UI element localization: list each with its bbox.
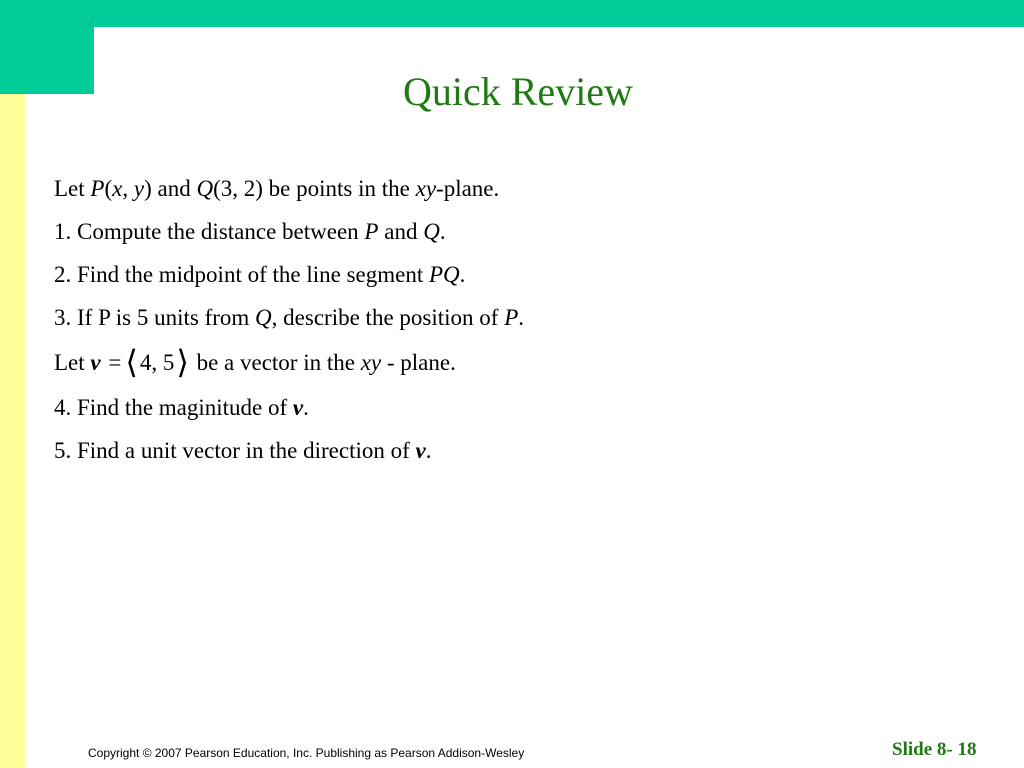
vector-v: v xyxy=(90,350,101,375)
text-be-points: be points in the xyxy=(268,176,410,201)
slide-title: Quick Review xyxy=(403,69,633,114)
paren-open: ( xyxy=(104,176,113,201)
text-be-vector: be a vector in the xyxy=(196,350,355,375)
paren-close: ) xyxy=(144,176,152,201)
var-xy: xy xyxy=(415,176,437,201)
period: . xyxy=(518,305,524,330)
var-p: P xyxy=(504,305,519,330)
text-plane: -plane. xyxy=(436,176,500,201)
question-5 xyxy=(54,437,432,465)
var-q: Q xyxy=(196,176,214,201)
text-plane: - plane. xyxy=(386,350,456,375)
left-angle-bracket: ⟨ xyxy=(125,344,138,380)
question-3-mid: , describe the position of xyxy=(271,305,499,330)
var-pq: PQ xyxy=(429,262,460,287)
slide-number: Slide 8- 18 xyxy=(892,739,977,760)
period: . xyxy=(303,395,309,420)
question-3-text: 3. If P is 5 units from xyxy=(54,305,250,330)
text-and: and xyxy=(157,176,191,201)
text-and: and xyxy=(384,219,418,244)
var-x: x xyxy=(112,176,123,201)
question-4-text: 4. Find the maginitude of xyxy=(54,395,288,420)
period: . xyxy=(425,438,432,463)
period: . xyxy=(439,219,446,244)
var-xy: xy xyxy=(360,350,382,375)
vector-components: 4, 5 xyxy=(139,350,175,375)
vector-v: v xyxy=(292,395,304,420)
question-2-text: 2. Find the midpoint of the line segment xyxy=(54,262,424,287)
comma: , xyxy=(122,176,129,201)
slide-body xyxy=(54,0,994,768)
left-accent-bar xyxy=(0,0,25,768)
question-2 xyxy=(54,261,465,289)
question-4 xyxy=(54,394,309,422)
var-q: Q xyxy=(423,219,440,244)
vector-v: v xyxy=(415,438,426,463)
var-p: P xyxy=(364,219,379,244)
var-y: y xyxy=(133,176,145,201)
question-1-text: 1. Compute the distance between xyxy=(54,219,359,244)
intro-vector-line xyxy=(54,344,456,380)
var-q: Q xyxy=(255,305,272,330)
question-3 xyxy=(54,304,524,332)
question-5-text: 5. Find a unit vector in the direction of xyxy=(54,438,410,463)
copyright-footer: Copyright © 2007 Pearson Education, Inc. Publishing as Pearson Addison-Wesley xyxy=(88,746,525,760)
period: . xyxy=(459,262,466,287)
question-1 xyxy=(54,218,446,246)
text-let: Let xyxy=(54,176,85,201)
var-p: P xyxy=(90,176,105,201)
equals-sign: = xyxy=(108,350,122,375)
right-angle-bracket: ⟩ xyxy=(176,344,189,380)
q-coordinates: (3, 2) xyxy=(213,176,263,201)
intro-points-line xyxy=(54,175,499,203)
text-let: Let xyxy=(54,350,85,375)
